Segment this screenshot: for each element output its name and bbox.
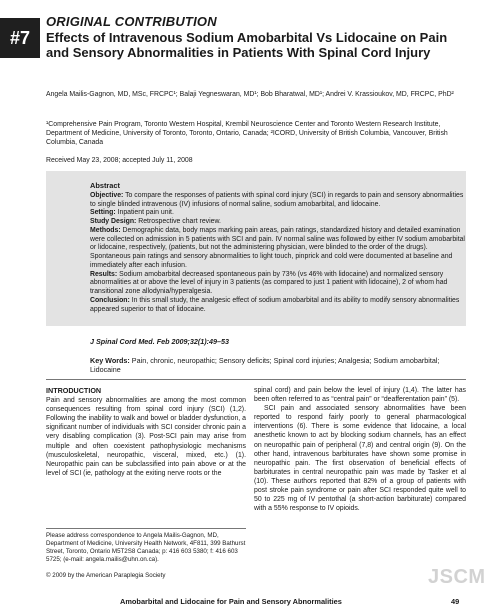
- abstract-setting: [90, 209, 466, 218]
- abstract-results: [90, 271, 466, 297]
- body-paragraph-2: SCI pain and associated sensory abnormalities have been reported to respond fairly poorly to general pharmacological interventions (6). There is some evidence that lidocaine, a local anesthetic known to act by blocking sodium channels, has an effect on neuropathic pain of peripheral (7,8) and central origin (9). On the other hand, intravenous barbiturates have shown some promise in neuropathic pain. The first observation of beneficial effects of barbiturates in central neuropathic pain was made by Tasker et al (10). These authors reported that 82% of a group of patients with post stroke pain syndrome or pain after SCI responded quite well to 50 to 225 mg of IV pentothal (a short-action barbiturate) compared with a 55% response to IV opioids.: [254, 405, 466, 513]
- page-number: 49: [451, 597, 460, 606]
- journal-logo: JSCM: [428, 566, 486, 588]
- keywords-label: Key Words:: [90, 356, 130, 365]
- abstract-methods: [90, 227, 466, 271]
- results-label: Results:: [90, 270, 118, 278]
- abstract-conclusion: [90, 297, 466, 315]
- conclusion-text: In this small study, the analgesic effect of sodium amobarbital and its ability to modify sensory abnormalities appeared superior to that of lidocaine.: [90, 296, 460, 313]
- abstract: [90, 182, 466, 314]
- copyright-notice: © 2009 by the American Paraplegia Society: [46, 572, 166, 579]
- abstract-design: [90, 218, 466, 227]
- objective-label: Objective:: [90, 191, 124, 199]
- introduction-heading: INTRODUCTION: [46, 386, 102, 395]
- keywords-text: Pain, chronic, neuropathic; Sensory deficits; Spinal cord injuries; Analgesia; Sodium amobarbital; Lidocaine: [90, 356, 440, 374]
- author-list: Angela Mailis-Gagnon, MD, MSc, FRCPC¹; Balaji Yegneswaran, MD¹; Bob Bharatwal, MD¹; Andrei V. Krassioukov, MD, FRCPC, PhD²: [46, 91, 454, 98]
- abstract-heading: Abstract: [90, 181, 120, 190]
- section-divider: [46, 379, 466, 380]
- body-paragraph-1: spinal cord) and pain below the level of injury (1,4). The latter has been often referred to as “central pain” or “deafferentation pain” (5).: [254, 387, 466, 404]
- journal-reference: J Spinal Cord Med. Feb 2009;32(1):49–53: [90, 337, 230, 346]
- introduction-paragraph: Pain and sensory abnormalities are among the most common consequences resulting from spinal cord injury (SCI) (1,2). Following the inability to walk and bowel or bladder dysfunction, a significant number of individuals with SCI consider chronic pain a very disabling complication (3). Post-SCI pain may arise from multiple and often coexistent pathophysiologic mechanisms (musculoskeletal, neuropathic, visceral, mixed, etc.) (1). Neuropathic pain can be subclassified into pain above or at the level of SCI (ie, pathology at the exiting nerve roots or the: [46, 397, 246, 477]
- design-text: Retrospective chart review.: [136, 218, 221, 225]
- methods-label: Methods:: [90, 226, 121, 234]
- left-column: [46, 386, 246, 478]
- abstract-objective: [90, 192, 466, 210]
- conclusion-label: Conclusion:: [90, 296, 130, 304]
- keywords: [90, 356, 466, 374]
- objective-text: To compare the responses of patients with spinal cord injury (SCI) in regards to pain and sensory abnormalities to single blinded intravenous (IV) infusions of normal saline, sodium amobarbital, and lidocaine.: [90, 191, 464, 208]
- design-label: Study Design:: [90, 218, 137, 225]
- affiliations: ¹Comprehensive Pain Program, Toronto Western Hospital, Krembil Neuroscience Center and Toronto Western Research Institute, Department of Medicine, University of Toronto, Toronto, Ontario, Canada; ²ICORD, University of British Columbia, Vancouver, British Columbia, Canada: [46, 121, 448, 146]
- section-label: ORIGINAL CONTRIBUTION: [46, 14, 217, 29]
- article-header: [46, 14, 464, 60]
- setting-text: Inpatient pain unit.: [115, 209, 174, 217]
- methods-text: Demographic data, body maps marking pain areas, pain ratings, standardized history and detailed examination were collected on admission in 5 patients with SCI and pain. IV normal saline was followed by either IV sodium amobarbital or lidocaine, respectively, (patients, but not the administering physician, were blinded to the order of the drugs). Spontaneous pain ratings and sensory abnormalities to light touch, pinprick and cold were documented at baseline and immediately after each infusion.: [90, 226, 465, 269]
- received-date: Received May 23, 2008; accepted July 11, 2008: [46, 157, 193, 164]
- running-head: Amobarbital and Lidocaine for Pain and Sensory Abnormalities: [120, 597, 342, 606]
- setting-label: Setting:: [90, 209, 116, 217]
- correspondence-footnote: Please address correspondence to Angela Mailis-Gagnon, MD, Department of Medicine, University Health Network, 4F811, 399 Bathurst Street, Toronto, Ontario M5T2S8 Canada; p: 416 603 5380; f: 416 603 5725; (e-mail: angela.mailis@uhn.on.ca).: [46, 532, 246, 563]
- results-text: Sodium amobarbital decreased spontaneous pain by 73% (vs 46% with lidocaine) and normalized sensory abnormalities at or above the level of injury in 3 patients (as compared to just 1 patient with lidocaine), 2 of whom had transitional zone allodynia/hyperalgesia.: [90, 270, 448, 295]
- article-number-badge: #7: [0, 18, 40, 58]
- right-column: [254, 386, 466, 513]
- article-title: Effects of Intravenous Sodium Amobarbital Vs Lidocaine on Pain and Sensory Abnormalities in Patients With Spinal Cord Injury: [46, 30, 448, 60]
- footnote-rule: [46, 528, 246, 529]
